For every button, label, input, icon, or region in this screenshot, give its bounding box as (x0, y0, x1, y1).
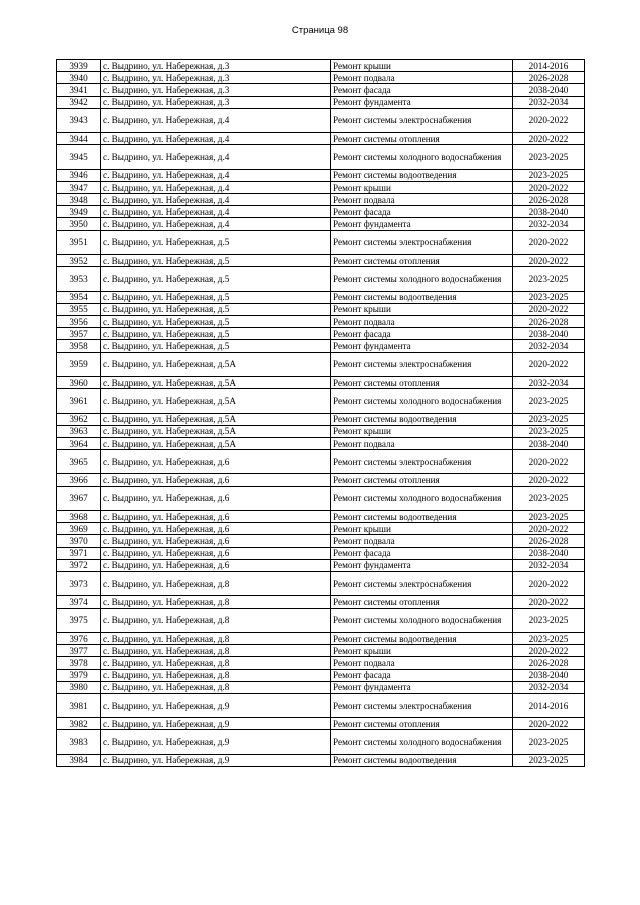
work-type-cell: Ремонт фасада (331, 547, 513, 559)
row-number-cell: 3971 (57, 547, 101, 559)
period-cell: 2023-2025 (513, 511, 585, 523)
period-cell: 2020-2022 (513, 596, 585, 608)
work-type-cell: Ремонт подвала (331, 316, 513, 328)
period-cell: 2020-2022 (513, 523, 585, 535)
work-type-cell: Ремонт системы холодного водоснабжения (331, 730, 513, 754)
row-number-cell: 3957 (57, 328, 101, 340)
address-cell: с. Выдрино, ул. Набережная, д.5 (101, 230, 331, 254)
address-cell: с. Выдрино, ул. Набережная, д.8 (101, 681, 331, 693)
table-row (57, 523, 585, 535)
period-cell: 2020-2022 (513, 181, 585, 193)
row-number-cell: 3955 (57, 303, 101, 315)
works-table (56, 59, 585, 767)
period-cell: 2020-2022 (513, 133, 585, 145)
work-type-cell: Ремонт системы электроснабжения (331, 693, 513, 717)
table-row (57, 425, 585, 437)
table-row (57, 218, 585, 230)
period-cell: 2023-2025 (513, 754, 585, 766)
table-row (57, 645, 585, 657)
table-row (57, 169, 585, 181)
table-row (57, 474, 585, 486)
period-cell: 2023-2025 (513, 413, 585, 425)
row-number-cell: 3939 (57, 60, 101, 72)
period-cell: 2026-2028 (513, 535, 585, 547)
address-cell: с. Выдрино, ул. Набережная, д.9 (101, 693, 331, 717)
period-cell: 2023-2025 (513, 169, 585, 181)
period-cell: 2026-2028 (513, 194, 585, 206)
work-type-cell: Ремонт фасада (331, 206, 513, 218)
table-row (57, 60, 585, 72)
table-row (57, 328, 585, 340)
table-row (57, 547, 585, 559)
table-row (57, 230, 585, 254)
period-cell: 2014-2016 (513, 60, 585, 72)
row-number-cell: 3982 (57, 718, 101, 730)
address-cell: с. Выдрино, ул. Набережная, д.4 (101, 108, 331, 132)
table-row (57, 303, 585, 315)
period-cell: 2032-2034 (513, 376, 585, 388)
work-type-cell: Ремонт системы отопления (331, 474, 513, 486)
period-cell: 2038-2040 (513, 547, 585, 559)
period-cell: 2023-2025 (513, 486, 585, 510)
row-number-cell: 3968 (57, 511, 101, 523)
table-row (57, 754, 585, 766)
address-cell: с. Выдрино, ул. Набережная, д.5А (101, 425, 331, 437)
address-cell: с. Выдрино, ул. Набережная, д.8 (101, 596, 331, 608)
row-number-cell: 3944 (57, 133, 101, 145)
row-number-cell: 3949 (57, 206, 101, 218)
address-cell: с. Выдрино, ул. Набережная, д.6 (101, 535, 331, 547)
table-row (57, 681, 585, 693)
row-number-cell: 3954 (57, 291, 101, 303)
work-type-cell: Ремонт крыши (331, 523, 513, 535)
work-type-cell: Ремонт системы отопления (331, 718, 513, 730)
row-number-cell: 3963 (57, 425, 101, 437)
work-type-cell: Ремонт фундамента (331, 681, 513, 693)
address-cell: с. Выдрино, ул. Набережная, д.6 (101, 486, 331, 510)
address-cell: с. Выдрино, ул. Набережная, д.8 (101, 608, 331, 632)
table-row (57, 450, 585, 474)
work-type-cell: Ремонт системы водоотведения (331, 291, 513, 303)
table-row (57, 291, 585, 303)
row-number-cell: 3961 (57, 389, 101, 413)
address-cell: с. Выдрино, ул. Набережная, д.5 (101, 291, 331, 303)
table-row (57, 96, 585, 108)
work-type-cell: Ремонт системы отопления (331, 133, 513, 145)
table-row (57, 340, 585, 352)
period-cell: 2014-2016 (513, 693, 585, 717)
row-number-cell: 3951 (57, 230, 101, 254)
table-row (57, 669, 585, 681)
work-type-cell: Ремонт крыши (331, 303, 513, 315)
address-cell: с. Выдрино, ул. Набережная, д.5 (101, 267, 331, 291)
row-number-cell: 3972 (57, 559, 101, 571)
row-number-cell: 3984 (57, 754, 101, 766)
address-cell: с. Выдрино, ул. Набережная, д.4 (101, 133, 331, 145)
row-number-cell: 3965 (57, 450, 101, 474)
row-number-cell: 3947 (57, 181, 101, 193)
period-cell: 2032-2034 (513, 681, 585, 693)
row-number-cell: 3979 (57, 669, 101, 681)
table-row (57, 181, 585, 193)
work-type-cell: Ремонт системы холодного водоснабжения (331, 608, 513, 632)
work-type-cell: Ремонт системы электроснабжения (331, 352, 513, 376)
address-cell: с. Выдрино, ул. Набережная, д.8 (101, 669, 331, 681)
row-number-cell: 3978 (57, 657, 101, 669)
row-number-cell: 3960 (57, 376, 101, 388)
address-cell: с. Выдрино, ул. Набережная, д.3 (101, 96, 331, 108)
table-row (57, 145, 585, 169)
work-type-cell: Ремонт системы водоотведения (331, 169, 513, 181)
period-cell: 2023-2025 (513, 389, 585, 413)
work-type-cell: Ремонт фундамента (331, 559, 513, 571)
period-cell: 2023-2025 (513, 425, 585, 437)
row-number-cell: 3977 (57, 645, 101, 657)
table-row (57, 413, 585, 425)
work-type-cell: Ремонт фундамента (331, 340, 513, 352)
table-row (57, 486, 585, 510)
work-type-cell: Ремонт системы водоотведения (331, 413, 513, 425)
row-number-cell: 3970 (57, 535, 101, 547)
period-cell: 2038-2040 (513, 84, 585, 96)
row-number-cell: 3953 (57, 267, 101, 291)
period-cell: 2020-2022 (513, 255, 585, 267)
row-number-cell: 3958 (57, 340, 101, 352)
work-type-cell: Ремонт крыши (331, 425, 513, 437)
row-number-cell: 3943 (57, 108, 101, 132)
address-cell: с. Выдрино, ул. Набережная, д.5 (101, 255, 331, 267)
period-cell: 2032-2034 (513, 96, 585, 108)
work-type-cell: Ремонт системы отопления (331, 376, 513, 388)
table-row (57, 657, 585, 669)
row-number-cell: 3974 (57, 596, 101, 608)
work-type-cell: Ремонт фасада (331, 84, 513, 96)
work-type-cell: Ремонт фасада (331, 328, 513, 340)
table-row (57, 608, 585, 632)
row-number-cell: 3967 (57, 486, 101, 510)
period-cell: 2020-2022 (513, 230, 585, 254)
period-cell: 2020-2022 (513, 303, 585, 315)
address-cell: с. Выдрино, ул. Набережная, д.9 (101, 754, 331, 766)
address-cell: с. Выдрино, ул. Набережная, д.4 (101, 181, 331, 193)
period-cell: 2038-2040 (513, 206, 585, 218)
row-number-cell: 3942 (57, 96, 101, 108)
period-cell: 2032-2034 (513, 218, 585, 230)
table-row (57, 206, 585, 218)
row-number-cell: 3976 (57, 632, 101, 644)
period-cell: 2023-2025 (513, 608, 585, 632)
work-type-cell: Ремонт системы электроснабжения (331, 230, 513, 254)
period-cell: 2020-2022 (513, 474, 585, 486)
table-row (57, 437, 585, 449)
work-type-cell: Ремонт фасада (331, 669, 513, 681)
period-cell: 2026-2028 (513, 72, 585, 84)
address-cell: с. Выдрино, ул. Набережная, д.6 (101, 547, 331, 559)
table-row (57, 572, 585, 596)
table-row (57, 255, 585, 267)
address-cell: с. Выдрино, ул. Набережная, д.3 (101, 72, 331, 84)
row-number-cell: 3983 (57, 730, 101, 754)
period-cell: 2020-2022 (513, 450, 585, 474)
work-type-cell: Ремонт системы электроснабжения (331, 450, 513, 474)
row-number-cell: 3945 (57, 145, 101, 169)
row-number-cell: 3946 (57, 169, 101, 181)
work-type-cell: Ремонт крыши (331, 60, 513, 72)
address-cell: с. Выдрино, ул. Набережная, д.5А (101, 376, 331, 388)
work-type-cell: Ремонт подвала (331, 657, 513, 669)
address-cell: с. Выдрино, ул. Набережная, д.6 (101, 474, 331, 486)
table-row (57, 718, 585, 730)
work-type-cell: Ремонт фундамента (331, 218, 513, 230)
table-row (57, 84, 585, 96)
period-cell: 2020-2022 (513, 352, 585, 376)
row-number-cell: 3948 (57, 194, 101, 206)
period-cell: 2032-2034 (513, 559, 585, 571)
period-cell: 2032-2034 (513, 340, 585, 352)
row-number-cell: 3950 (57, 218, 101, 230)
address-cell: с. Выдрино, ул. Набережная, д.4 (101, 194, 331, 206)
row-number-cell: 3952 (57, 255, 101, 267)
address-cell: с. Выдрино, ул. Набережная, д.5 (101, 303, 331, 315)
row-number-cell: 3959 (57, 352, 101, 376)
address-cell: с. Выдрино, ул. Набережная, д.5 (101, 316, 331, 328)
work-type-cell: Ремонт системы холодного водоснабжения (331, 389, 513, 413)
address-cell: с. Выдрино, ул. Набережная, д.6 (101, 559, 331, 571)
work-type-cell: Ремонт системы электроснабжения (331, 108, 513, 132)
table-row (57, 267, 585, 291)
row-number-cell: 3966 (57, 474, 101, 486)
table-row (57, 730, 585, 754)
address-cell: с. Выдрино, ул. Набережная, д.8 (101, 645, 331, 657)
address-cell: с. Выдрино, ул. Набережная, д.4 (101, 218, 331, 230)
work-type-cell: Ремонт крыши (331, 645, 513, 657)
table-row (57, 632, 585, 644)
table-row (57, 389, 585, 413)
period-cell: 2020-2022 (513, 645, 585, 657)
period-cell: 2023-2025 (513, 730, 585, 754)
row-number-cell: 3962 (57, 413, 101, 425)
period-cell: 2038-2040 (513, 669, 585, 681)
work-type-cell: Ремонт системы водоотведения (331, 754, 513, 766)
address-cell: с. Выдрино, ул. Набережная, д.6 (101, 450, 331, 474)
table-row (57, 535, 585, 547)
address-cell: с. Выдрино, ул. Набережная, д.5А (101, 389, 331, 413)
row-number-cell: 3980 (57, 681, 101, 693)
work-type-cell: Ремонт системы электроснабжения (331, 572, 513, 596)
row-number-cell: 3969 (57, 523, 101, 535)
address-cell: с. Выдрино, ул. Набережная, д.8 (101, 632, 331, 644)
address-cell: с. Выдрино, ул. Набережная, д.9 (101, 718, 331, 730)
work-type-cell: Ремонт системы холодного водоснабжения (331, 486, 513, 510)
period-cell: 2026-2028 (513, 316, 585, 328)
table-row (57, 693, 585, 717)
works-table-body (57, 60, 585, 767)
address-cell: с. Выдрино, ул. Набережная, д.6 (101, 511, 331, 523)
work-type-cell: Ремонт системы водоотведения (331, 511, 513, 523)
address-cell: с. Выдрино, ул. Набережная, д.5А (101, 437, 331, 449)
table-row (57, 316, 585, 328)
work-type-cell: Ремонт системы холодного водоснабжения (331, 145, 513, 169)
period-cell: 2023-2025 (513, 291, 585, 303)
work-type-cell: Ремонт подвала (331, 437, 513, 449)
address-cell: с. Выдрино, ул. Набережная, д.5А (101, 413, 331, 425)
work-type-cell: Ремонт подвала (331, 194, 513, 206)
row-number-cell: 3964 (57, 437, 101, 449)
row-number-cell: 3975 (57, 608, 101, 632)
page-header: Страница 98 (291, 25, 349, 36)
period-cell: 2023-2025 (513, 267, 585, 291)
table-row (57, 376, 585, 388)
period-cell: 2020-2022 (513, 572, 585, 596)
work-type-cell: Ремонт системы водоотведения (331, 632, 513, 644)
address-cell: с. Выдрино, ул. Набережная, д.3 (101, 60, 331, 72)
table-row (57, 72, 585, 84)
address-cell: с. Выдрино, ул. Набережная, д.4 (101, 145, 331, 169)
work-type-cell: Ремонт подвала (331, 535, 513, 547)
table-row (57, 352, 585, 376)
address-cell: с. Выдрино, ул. Набережная, д.9 (101, 730, 331, 754)
period-cell: 2023-2025 (513, 145, 585, 169)
period-cell: 2020-2022 (513, 108, 585, 132)
work-type-cell: Ремонт крыши (331, 181, 513, 193)
period-cell: 2038-2040 (513, 437, 585, 449)
table-row (57, 133, 585, 145)
address-cell: с. Выдрино, ул. Набережная, д.4 (101, 169, 331, 181)
address-cell: с. Выдрино, ул. Набережная, д.5А (101, 352, 331, 376)
table-row (57, 108, 585, 132)
address-cell: с. Выдрино, ул. Набережная, д.5 (101, 340, 331, 352)
work-type-cell: Ремонт системы отопления (331, 596, 513, 608)
table-row (57, 511, 585, 523)
row-number-cell: 3940 (57, 72, 101, 84)
period-cell: 2023-2025 (513, 632, 585, 644)
row-number-cell: 3973 (57, 572, 101, 596)
row-number-cell: 3956 (57, 316, 101, 328)
work-type-cell: Ремонт системы отопления (331, 255, 513, 267)
table-row (57, 194, 585, 206)
address-cell: с. Выдрино, ул. Набережная, д.5 (101, 328, 331, 340)
row-number-cell: 3981 (57, 693, 101, 717)
period-cell: 2026-2028 (513, 657, 585, 669)
address-cell: с. Выдрино, ул. Набережная, д.6 (101, 523, 331, 535)
address-cell: с. Выдрино, ул. Набережная, д.3 (101, 84, 331, 96)
work-type-cell: Ремонт фундамента (331, 96, 513, 108)
work-type-cell: Ремонт системы холодного водоснабжения (331, 267, 513, 291)
table-row (57, 596, 585, 608)
period-cell: 2038-2040 (513, 328, 585, 340)
address-cell: с. Выдрино, ул. Набережная, д.4 (101, 206, 331, 218)
row-number-cell: 3941 (57, 84, 101, 96)
work-type-cell: Ремонт подвала (331, 72, 513, 84)
table-row (57, 559, 585, 571)
period-cell: 2020-2022 (513, 718, 585, 730)
address-cell: с. Выдрино, ул. Набережная, д.8 (101, 572, 331, 596)
address-cell: с. Выдрино, ул. Набережная, д.8 (101, 657, 331, 669)
